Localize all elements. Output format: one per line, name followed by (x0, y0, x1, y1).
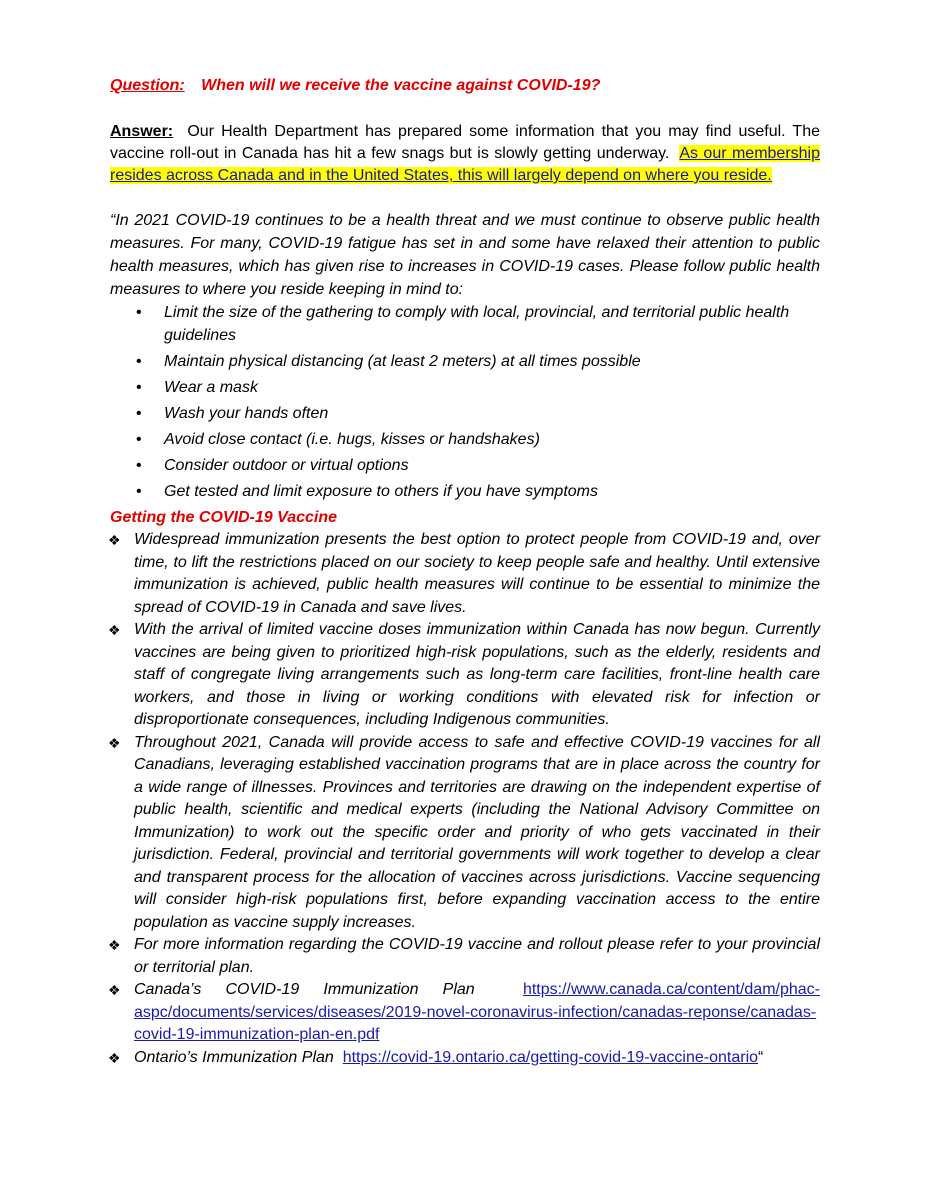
answer-highlight: As our membership resides across Canada and in the United States, this will largely depend on where you reside. (110, 145, 820, 184)
list-item: • Get tested and limit exposure to others if you have symptoms (136, 480, 820, 503)
diamond-bullet-icon: ❖ (108, 734, 121, 751)
vaccine-point-text: Throughout 2021, Canada will provide access to safe and effective COVID-19 vaccines for all Canadians, leveraging established vaccination programs that are in place across the country for a wide range of illnesses. Provinces and territories are drawing on the independent expertise of public health, scientific and medical experts (including the National Advisory Committee on Immunization) to work out the specific order and priority of who gets vaccinated in their jurisdiction. Federal, provincial and territorial governments will work together to develop a clear and transparent process for the allocation of vaccines across jurisdictions. Vaccine sequencing will consider high-risk populations first, before expanding vaccination access to the entire population as vaccine supply increases. (134, 733, 820, 931)
list-item (108, 732, 820, 935)
diamond-bullet-icon: ❖ (108, 982, 121, 998)
diamond-bullet-icon: ❖ (108, 1049, 121, 1066)
question-line (110, 75, 820, 97)
list-item (108, 529, 820, 619)
list-item: • Consider outdoor or virtual options (136, 454, 820, 477)
list-item (108, 1047, 820, 1070)
closing-quote: “ (758, 1048, 764, 1066)
answer-text: Our Health Department has prepared some information that you may find useful. The vaccine roll-out in Canada has hit a few snags but is slowly getting underway. (110, 123, 820, 162)
question-text: When will we receive the vaccine against COVID-19? (201, 77, 601, 94)
vaccine-point-text: With the arrival of limited vaccine doses immunization within Canada has now begun. Currently vaccines are being given to prioritized high-risk populations, such as the elderly, residents and staff of congregate living arrangements such as long-term care facilities, front-line health care workers, and those in living or working conditions with elevated risk for infection or disproportionate consequences, including Indigenous communities. (134, 621, 820, 728)
list-item: • Avoid close contact (i.e. hugs, kisses or handshakes) (136, 428, 820, 451)
diamond-bullet-icon: ❖ (108, 622, 121, 638)
canada-plan-link[interactable]: https://www.canada.ca/content/dam/phac-aspc/documents/services/diseases/2019-novel-coronavirus-infection/canadas-reponse/canadas-covid-19-immunization-plan-en.pdf (134, 981, 820, 1043)
list-item: • Wear a mask (136, 376, 820, 399)
ontario-plan-link[interactable]: https://covid-19.ontario.ca/getting-covid-19-vaccine-ontario (342, 1048, 759, 1066)
list-item: • Maintain physical distancing (at least 2 meters) at all times possible (136, 350, 820, 373)
answer-label: Answer: (110, 123, 174, 140)
document-page (110, 75, 820, 1069)
diamond-bullet-icon: ❖ (108, 532, 121, 548)
link-label: Canada’s COVID-19 Immunization Plan (134, 981, 475, 998)
measures-list (110, 301, 820, 503)
list-item (108, 934, 820, 979)
vaccine-point-text: For more information regarding the COVID-19 vaccine and rollout please refer to your provincial or territorial plan. (134, 936, 820, 976)
vaccine-point-text: Widespread immunization presents the best option to protect people from COVID-19 and, over time, to lift the restrictions placed on our society to keep people safe and healthy. Until extensive immunization is achieved, public health measures will continue to be essential to minimize the spread of COVID-19 in Canada and save lives. (134, 531, 820, 616)
answer-paragraph (110, 121, 820, 187)
link-label: Ontario’s Immunization Plan (134, 1048, 334, 1066)
list-item: • Wash your hands often (136, 402, 820, 425)
section-title: Getting the COVID-19 Vaccine (110, 509, 338, 526)
list-item (108, 619, 820, 732)
list-item (108, 979, 820, 1047)
list-item: • Limit the size of the gathering to comply with local, provincial, and territorial public health guidelines (136, 301, 820, 347)
diamond-bullet-icon: ❖ (108, 937, 121, 953)
question-label: Question: (110, 77, 185, 94)
quote-intro: “In 2021 COVID-19 continues to be a health threat and we must continue to observe public health measures. For many, COVID-19 fatigue has set in and some have relaxed their attention to public health measures, which has given rise to increases in COVID-19 cases. Please follow public health measures to where you reside keeping in mind to: (110, 212, 820, 298)
vaccine-points-list (110, 529, 820, 1069)
